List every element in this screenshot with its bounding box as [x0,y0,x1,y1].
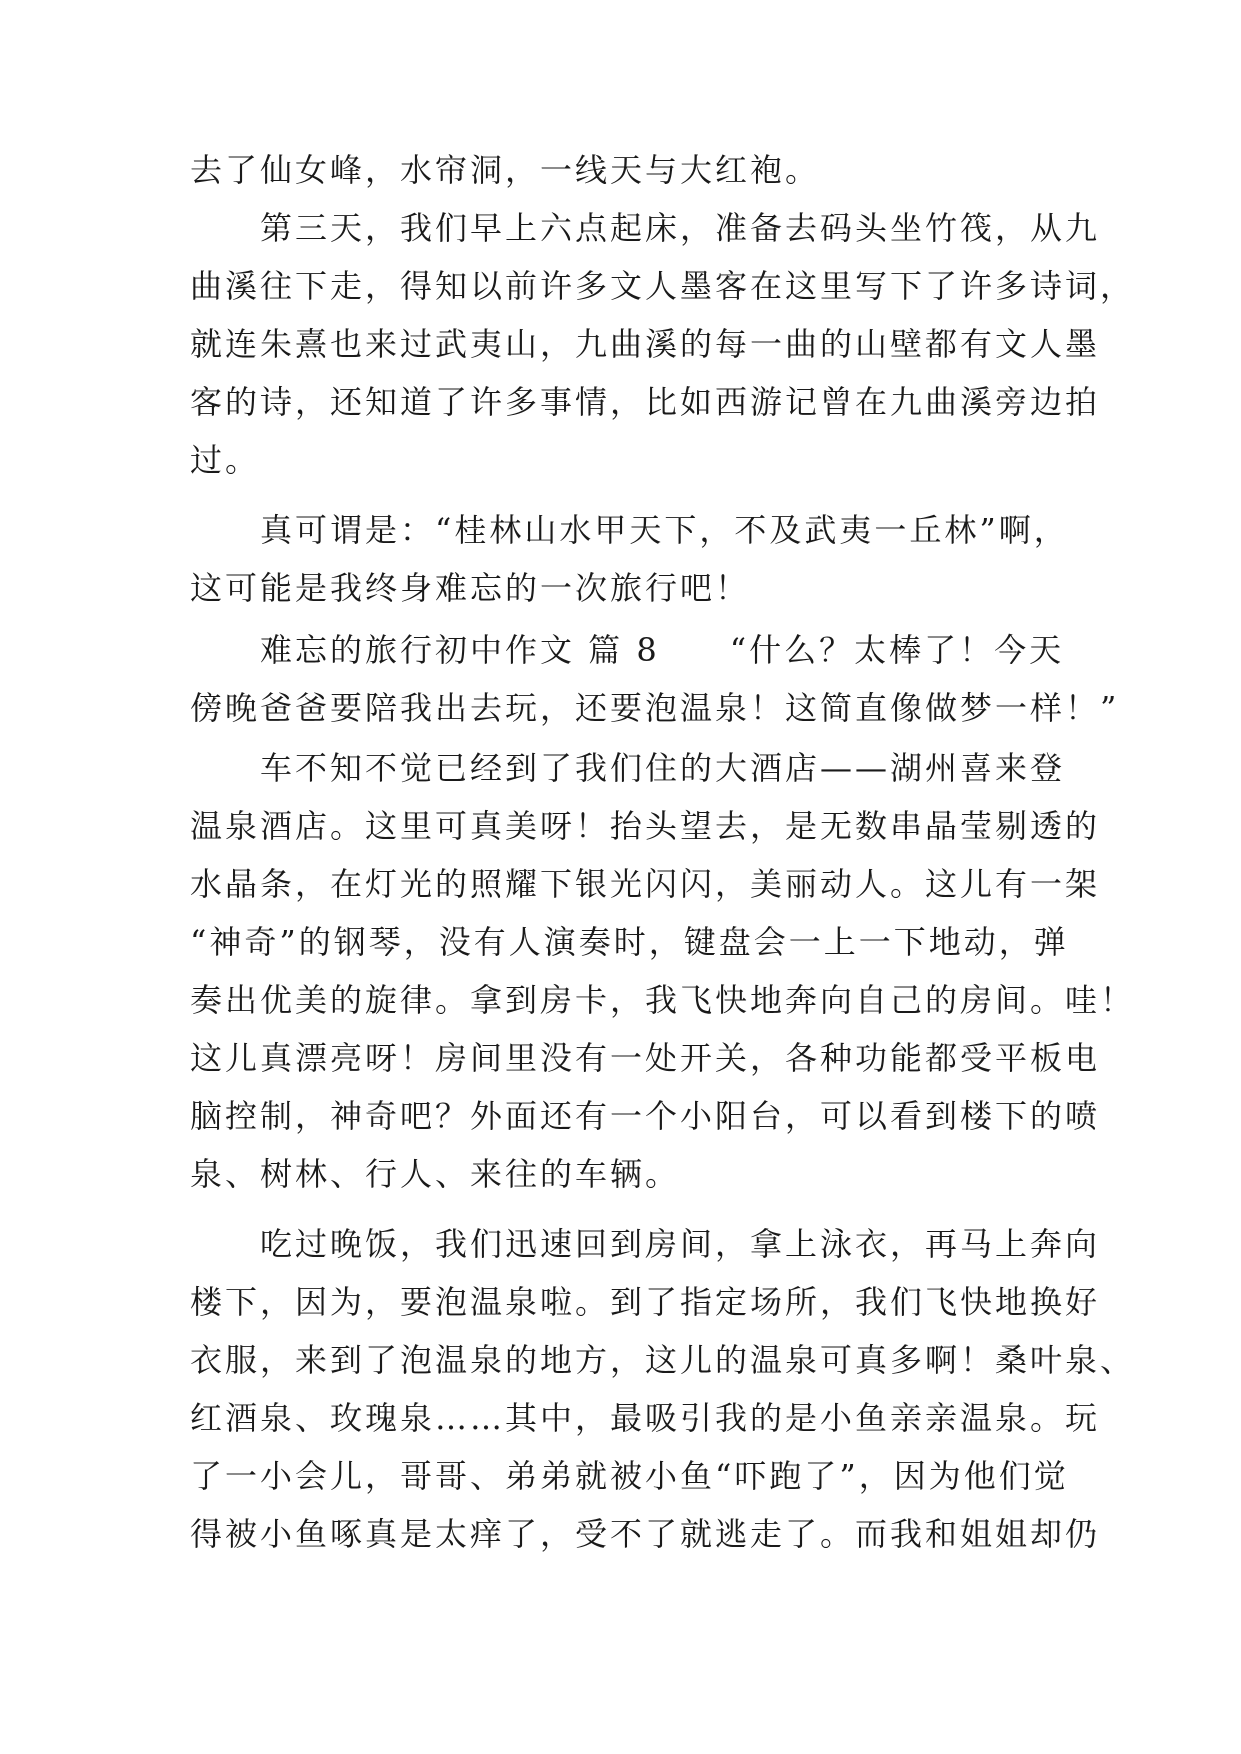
text-line: 客的诗，还知道了许多事情，比如西游记曾在九曲溪旁边拍 [190,383,1101,421]
text-line: “神奇”的钢琴，没有人演奏时，键盘会一上一下地动，弹 [190,923,1069,961]
text-line: 得被小鱼啄真是太痒了，受不了就逃走了。而我和姐姐却仍 [190,1515,1101,1553]
text-line: 这儿真漂亮呀！房间里没有一处开关，各种功能都受平板电 [190,1039,1101,1077]
text-line: 水晶条，在灯光的照耀下银光闪闪，美丽动人。这儿有一架 [190,865,1101,903]
text-line: 曲溪往下走，得知以前许多文人墨客在这里写下了许多诗词， [190,267,1136,305]
text-line: 衣服，来到了泡温泉的地方，这儿的温泉可真多啊！桑叶泉、 [190,1341,1136,1379]
text-line: 第三天，我们早上六点起床，准备去码头坐竹筏，从九 [190,209,1101,247]
text-line: 泉、树林、行人、来往的车辆。 [190,1155,681,1193]
text-line: 车不知不觉已经到了我们住的大酒店——湖州喜来登 [190,749,1066,787]
text-line: 去了仙女峰，水帘洞，一线天与大红袍。 [190,151,821,189]
text-line: 了一小会儿，哥哥、弟弟就被小鱼“吓跑了”，因为他们觉 [190,1457,1069,1495]
text-line: 脑控制，神奇吧？外面还有一个小阳台，可以看到楼下的喷 [190,1097,1101,1135]
text-line: 红酒泉、玫瑰泉……其中，最吸引我的是小鱼亲亲温泉。玩 [190,1399,1101,1437]
text-line: 傍晚爸爸要陪我出去玩，还要泡温泉！这简直像做梦一样！” [190,689,1120,727]
section-heading-line: 难忘的旅行初中作文 篇 8 “什么？太棒了！今天 [190,631,1065,669]
text-line: 真可谓是：“桂林山水甲天下，不及武夷一丘林”啊， [190,511,1069,549]
text-line: 过。 [190,441,261,479]
text-line: 温泉酒店。这里可真美呀！抬头望去，是无数串晶莹剔透的 [190,807,1101,845]
text-line: 楼下，因为，要泡温泉啦。到了指定场所，我们飞快地换好 [190,1283,1101,1321]
text-line: 就连朱熹也来过武夷山，九曲溪的每一曲的山壁都有文人墨 [190,325,1101,363]
text-line: 奏出优美的旋律。拿到房卡，我飞快地奔向自己的房间。哇！ [190,981,1136,1019]
text-line: 这可能是我终身难忘的一次旅行吧！ [190,569,751,607]
text-line: 吃过晚饭，我们迅速回到房间，拿上泳衣，再马上奔向 [190,1225,1101,1263]
